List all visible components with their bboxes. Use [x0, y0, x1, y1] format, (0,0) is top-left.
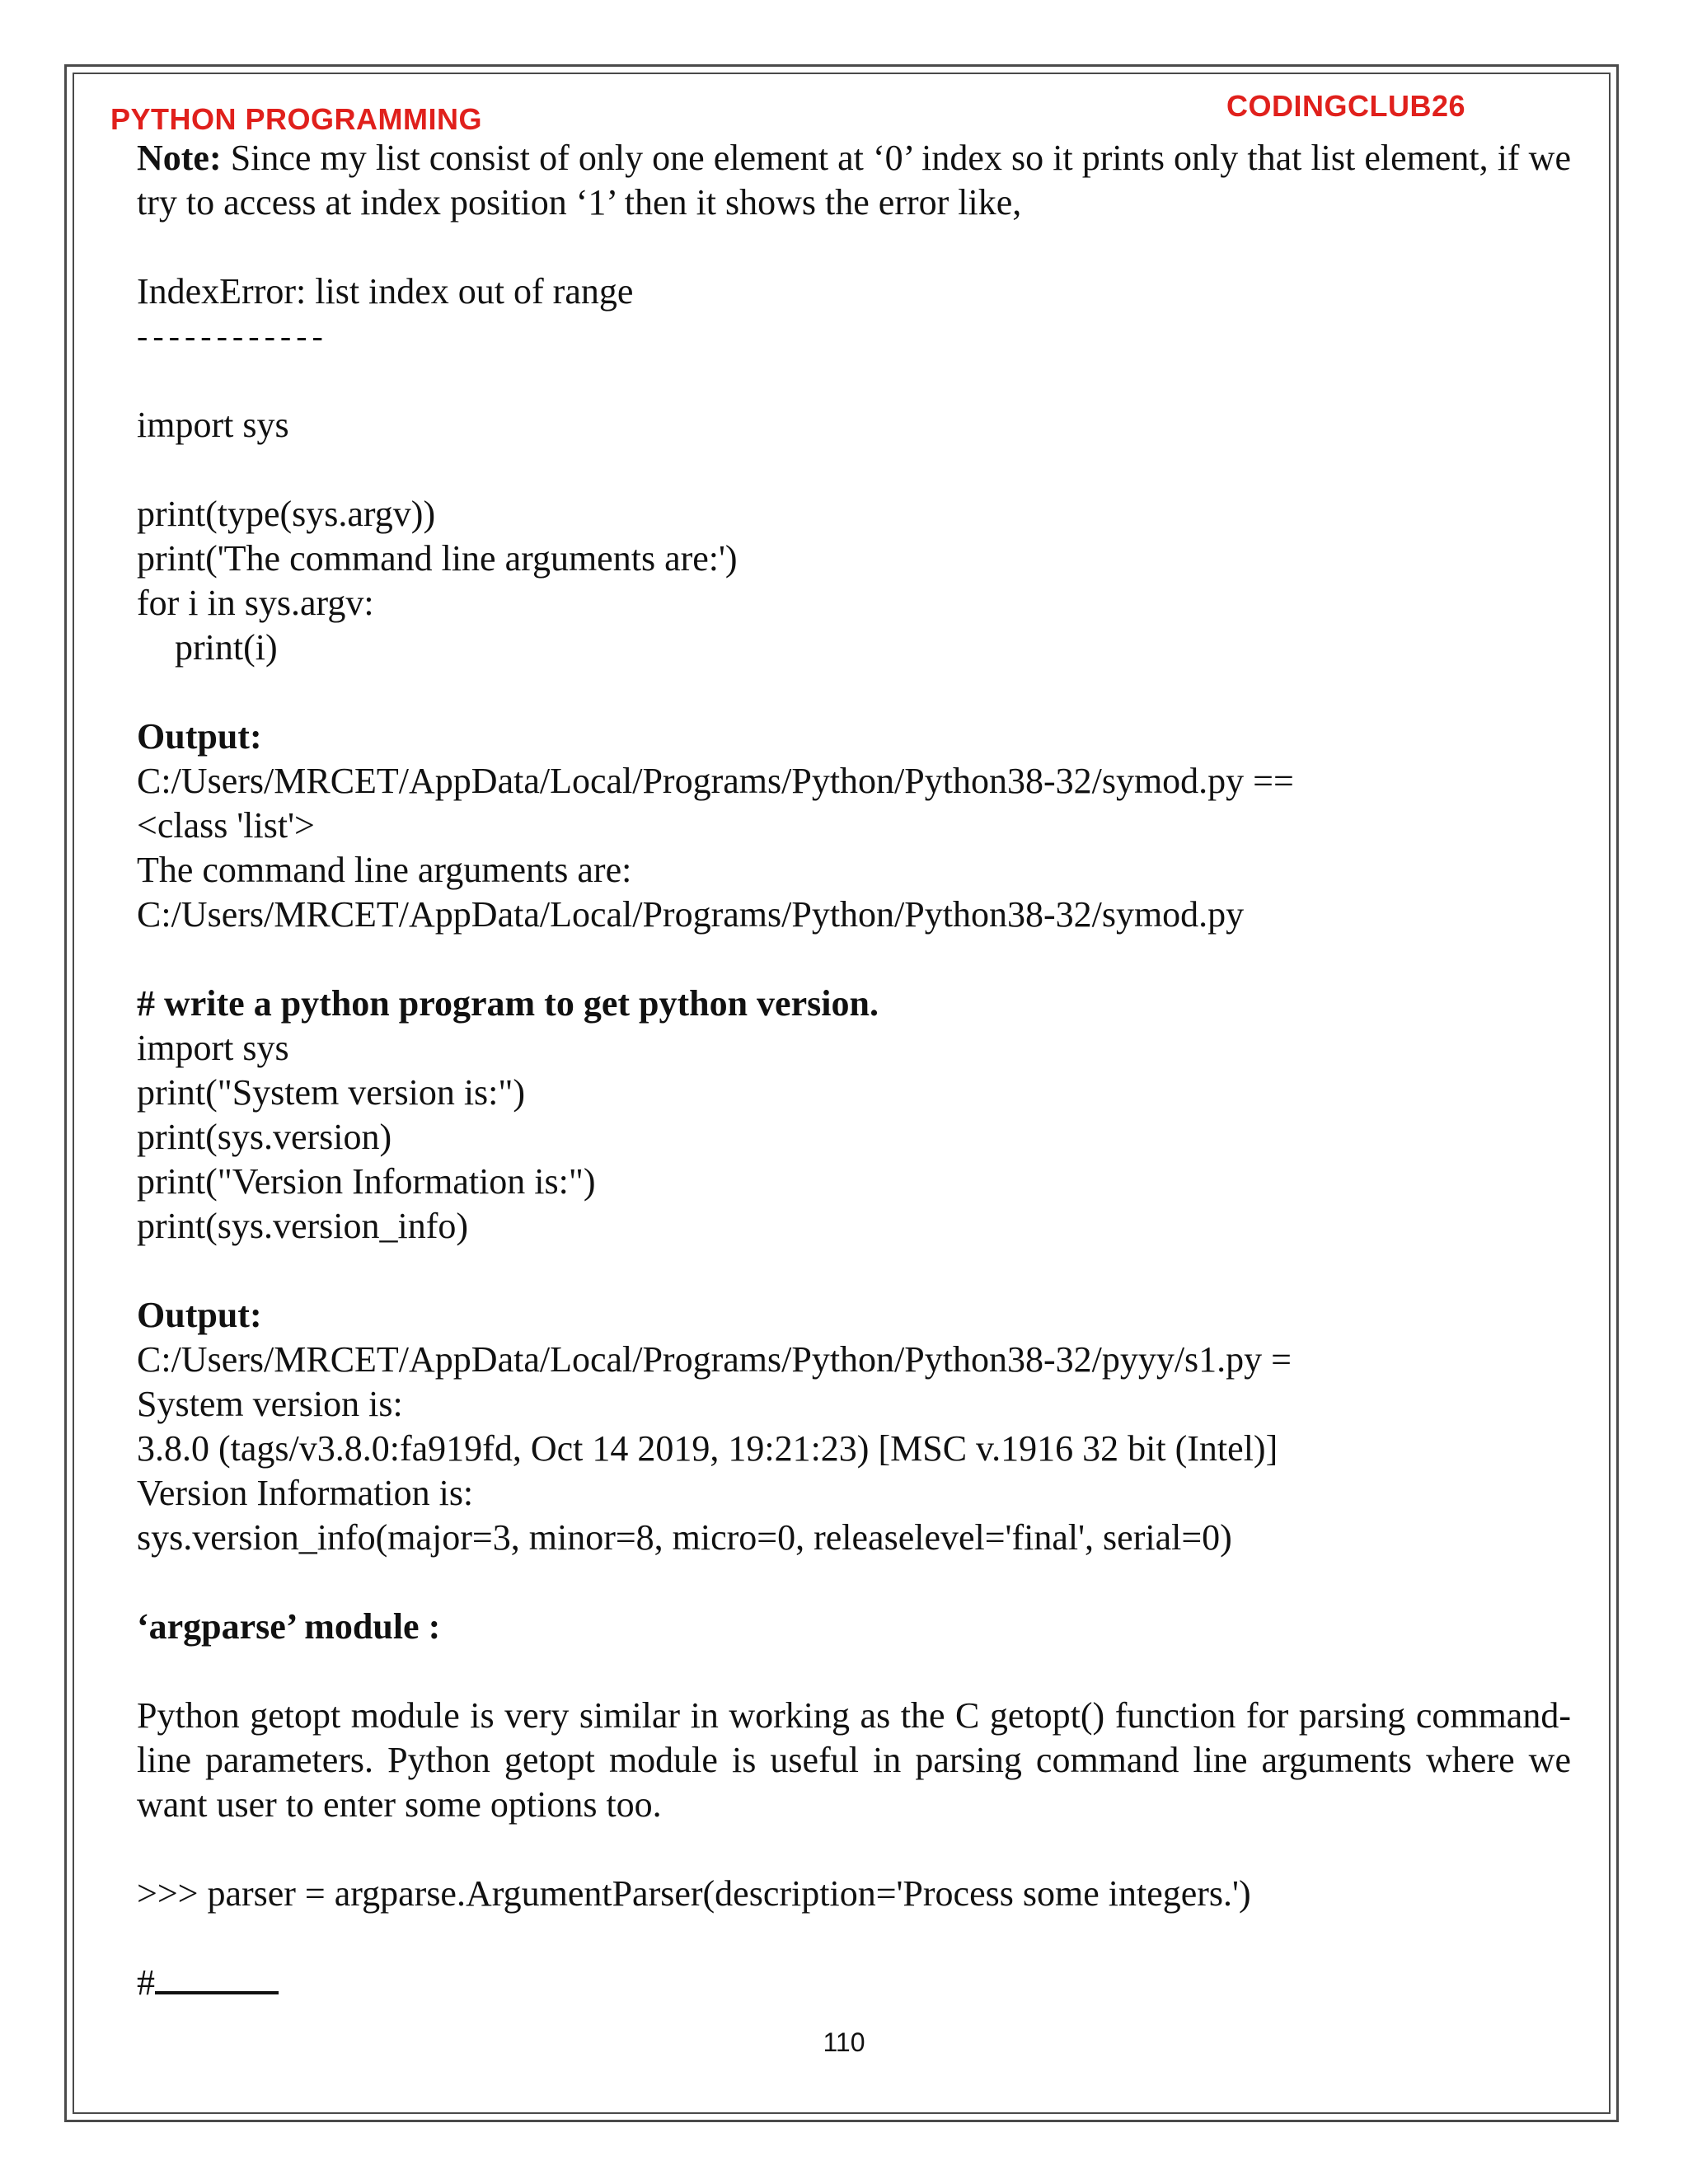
code2-line: print(sys.version_info) — [137, 1206, 469, 1246]
code1-line: print(type(sys.argv)) — [137, 494, 436, 534]
note-text: Since my list consist of only one element at ‘0’ index so it prints only that list element, if we try to access at index position ‘1’ then it shows the error like, — [137, 138, 1571, 223]
argparse-example: >>> parser = argparse.ArgumentParser(description='Process some integers.') — [137, 1873, 1251, 1914]
note-paragraph — [137, 136, 1571, 225]
output1-line: The command line arguments are: — [137, 850, 632, 890]
output1-line: C:/Users/MRCET/AppData/Local/Programs/Python/Python38-32/symod.py == — [137, 761, 1294, 801]
code2-line: print(sys.version) — [137, 1117, 392, 1157]
output2-label: Output: — [137, 1295, 262, 1335]
output2-line: C:/Users/MRCET/AppData/Local/Programs/Python/Python38-32/pyyy/s1.py = — [137, 1339, 1292, 1380]
page-content — [137, 136, 1571, 2005]
argparse-paragraph: Python getopt module is very similar in working as the C getopt() function for parsing command-line parameters. Python getopt module is useful in parsing command line arguments where we want user to enter some options too. — [137, 1695, 1571, 1825]
header-right-title: CODINGCLUB26 — [1226, 89, 1466, 123]
code1-import: import sys — [137, 405, 289, 445]
output1-line: C:/Users/MRCET/AppData/Local/Programs/Python/Python38-32/symod.py — [137, 894, 1245, 935]
output2-line: Version Information is: — [137, 1473, 474, 1513]
output2-line: sys.version_info(major=3, minor=8, micro=0, releaselevel='final', serial=0) — [137, 1517, 1232, 1558]
code2-line: print("Version Information is:") — [137, 1161, 596, 1202]
code1-line: for i in sys.argv: — [137, 583, 374, 623]
code2-heading: # write a python program to get python version. — [137, 983, 879, 1024]
code1-indented-line: print(i) — [175, 627, 278, 668]
code2-line: import sys — [137, 1028, 289, 1068]
header-left-title: PYTHON PROGRAMMING — [110, 102, 483, 136]
code1-line: print('The command line arguments are:') — [137, 538, 738, 579]
error-line: IndexError: list index out of range — [137, 271, 634, 312]
blank-underline — [155, 1965, 279, 1994]
separator-dashes: ------------ — [137, 317, 328, 354]
code2-line: print("System version is:") — [137, 1072, 526, 1113]
hash-symbol: # — [137, 1962, 155, 2003]
output2-line: System version is: — [137, 1384, 403, 1424]
output2-line: 3.8.0 (tags/v3.8.0:fa919fd, Oct 14 2019, 19:21:23) [MSC v.1916 32 bit (Intel)] — [137, 1428, 1278, 1469]
argparse-heading: ‘argparse’ module : — [137, 1606, 441, 1647]
hash-line — [137, 1961, 1571, 2005]
output1-label: Output: — [137, 716, 262, 757]
page-number: 110 — [823, 2027, 865, 2057]
output1-line: <class 'list'> — [137, 805, 315, 846]
note-label: Note: — [137, 138, 222, 178]
